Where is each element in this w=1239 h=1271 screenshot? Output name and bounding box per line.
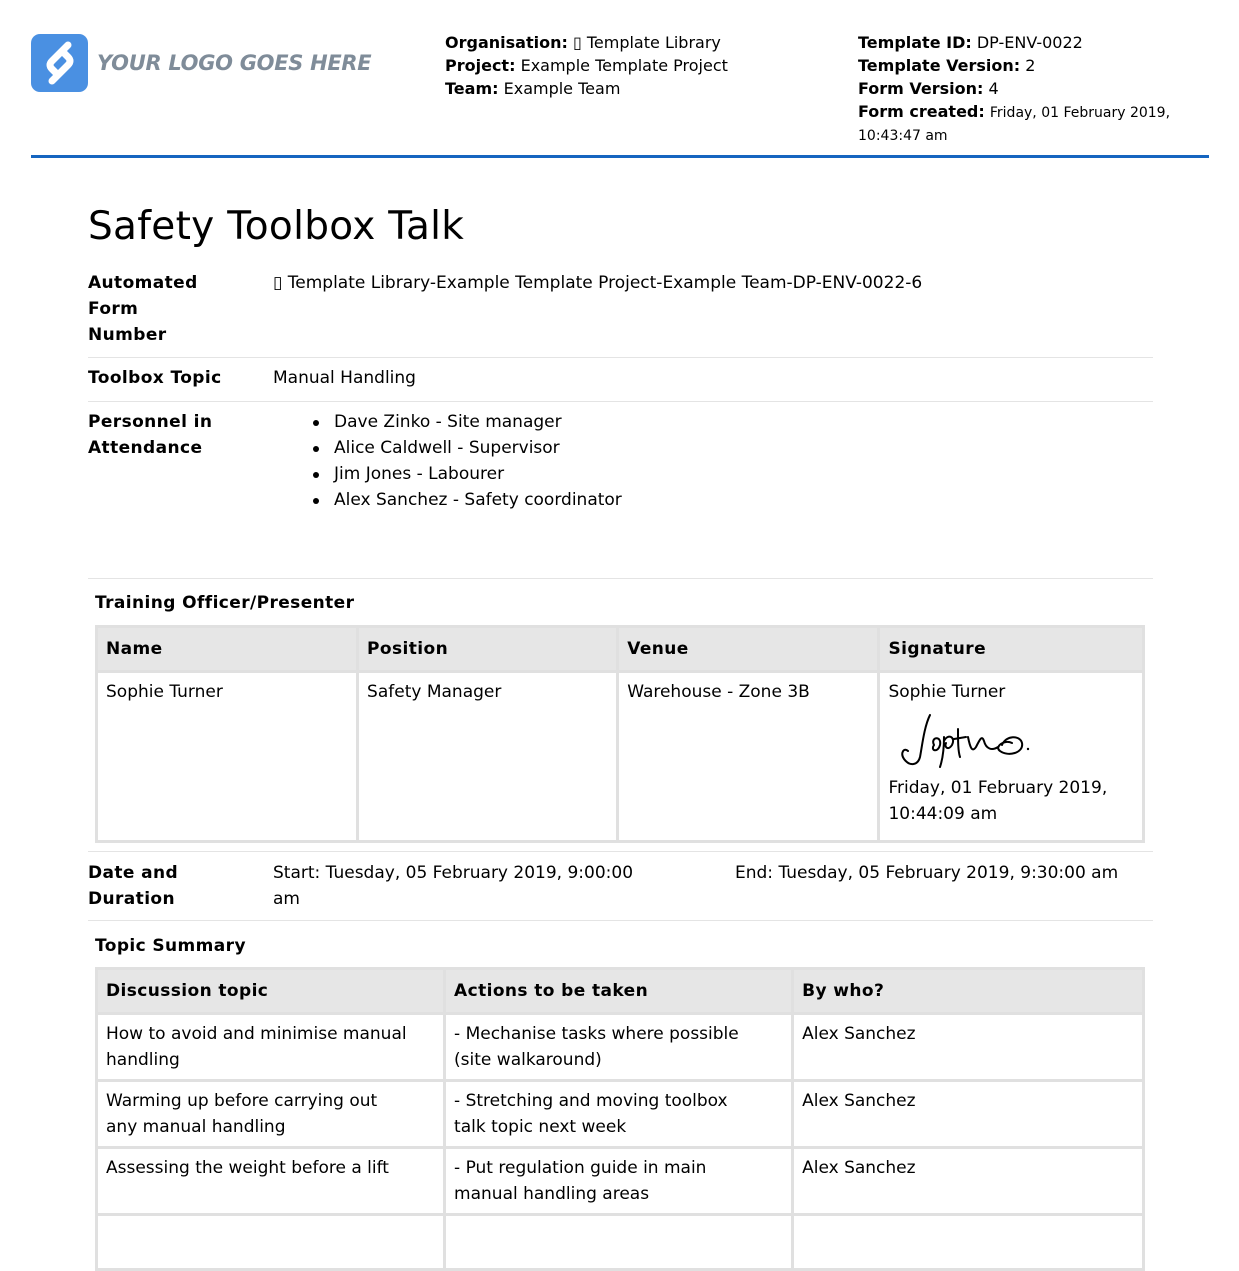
project-label: Project: <box>445 56 516 75</box>
form-version-label: Form Version: <box>858 79 984 98</box>
table-row <box>97 1014 1144 1081</box>
by-who-cell <box>793 1215 1144 1270</box>
table-row <box>97 1081 1144 1148</box>
form-created-date: Friday, 01 February 2019, <box>989 105 1171 121</box>
company-logo <box>31 34 371 92</box>
by-who-cell: Alex Sanchez <box>793 1148 1144 1215</box>
start-datetime: Start: Tuesday, 05 February 2019, 9:00:00 am <box>273 863 634 909</box>
table-row <box>97 1215 1144 1270</box>
form-number-row <box>88 270 1153 358</box>
column-header-venue: Venue <box>618 627 879 672</box>
list-item: Dave Zinko - Site manager <box>273 409 622 435</box>
form-version-value: 4 <box>988 79 999 98</box>
project-value: Example Template Project <box>520 56 728 75</box>
table-row <box>97 1148 1144 1215</box>
toolbox-topic-row <box>88 365 1153 402</box>
presenter-name: Sophie Turner <box>97 672 358 842</box>
topic-summary-title: Topic Summary <box>95 936 246 956</box>
table-header-row <box>97 627 1144 672</box>
signature-name: Sophie Turner <box>888 682 1006 702</box>
logo-text: YOUR LOGO GOES HERE <box>97 51 372 75</box>
list-item: Jim Jones - Labourer <box>273 461 622 487</box>
template-version-value: 2 <box>1025 56 1036 75</box>
document-header <box>0 0 1239 158</box>
header-divider <box>31 155 1209 158</box>
organisation-meta <box>445 31 728 100</box>
topic-summary-table <box>95 967 1145 1271</box>
presenter-table <box>95 625 1145 843</box>
discussion-topic-cell: Assessing the weight before a lift <box>97 1148 445 1215</box>
presenter-section-title: Training Officer/Presenter <box>95 593 355 613</box>
personnel-label: Personnel in Attendance <box>88 412 213 458</box>
signature-date: Friday, 01 February 2019, 10:44:09 am <box>888 778 1108 824</box>
form-number-label: Automated Form Number <box>88 273 198 345</box>
by-who-cell: Alex Sanchez <box>793 1081 1144 1148</box>
template-meta <box>858 31 1208 148</box>
discussion-topic-cell <box>97 1215 445 1270</box>
date-duration-row <box>88 851 1153 921</box>
action-cell: - Mechanise tasks where possible (site walkaround) <box>445 1014 793 1081</box>
personnel-row <box>88 409 1153 579</box>
discussion-topic-cell: Warming up before carrying out any manual handling <box>97 1081 445 1148</box>
toolbox-topic-label: Toolbox Topic <box>88 368 222 388</box>
date-duration-label: Date and Duration <box>88 863 179 909</box>
presenter-signature-cell <box>879 672 1144 842</box>
team-value: Example Team <box>503 79 621 98</box>
personnel-list <box>273 409 622 513</box>
list-item: Alex Sanchez - Safety coordinator <box>273 487 622 513</box>
team-label: Team: <box>445 79 499 98</box>
action-cell: - Stretching and moving toolbox talk topic next week <box>445 1081 793 1148</box>
logo-icon <box>31 34 88 92</box>
toolbox-topic-value: Manual Handling <box>273 368 416 388</box>
action-cell: - Put regulation guide in main manual handling areas <box>445 1148 793 1215</box>
template-version-label: Template Version: <box>858 56 1021 75</box>
list-item: Alice Caldwell - Supervisor <box>273 435 622 461</box>
form-number-value: ▯ Template Library-Example Template Project-Example Team-DP-ENV-0022-6 <box>273 273 923 293</box>
end-datetime: End: Tuesday, 05 February 2019, 9:30:00 am <box>735 863 1119 883</box>
template-id-value: DP-ENV-0022 <box>976 33 1083 52</box>
page-title: Safety Toolbox Talk <box>88 204 465 249</box>
column-header-by-who: By who? <box>793 969 1144 1014</box>
column-header-name: Name <box>97 627 358 672</box>
form-created-time: 10:43:47 am <box>858 128 948 144</box>
column-header-position: Position <box>358 627 618 672</box>
action-cell <box>445 1215 793 1270</box>
form-created-label: Form created: <box>858 102 985 121</box>
table-row <box>97 672 1144 842</box>
discussion-topic-cell: How to avoid and minimise manual handling <box>97 1014 445 1081</box>
column-header-signature: Signature <box>879 627 1144 672</box>
presenter-position: Safety Manager <box>358 672 618 842</box>
column-header-actions: Actions to be taken <box>445 969 793 1014</box>
presenter-venue: Warehouse - Zone 3B <box>618 672 879 842</box>
organisation-label: Organisation: <box>445 33 568 52</box>
organisation-value: ▯ Template Library <box>572 33 721 52</box>
table-header-row <box>97 969 1144 1014</box>
column-header-discussion-topic: Discussion topic <box>97 969 445 1014</box>
signature-image <box>894 707 1044 773</box>
by-who-cell: Alex Sanchez <box>793 1014 1144 1081</box>
template-id-label: Template ID: <box>858 33 972 52</box>
